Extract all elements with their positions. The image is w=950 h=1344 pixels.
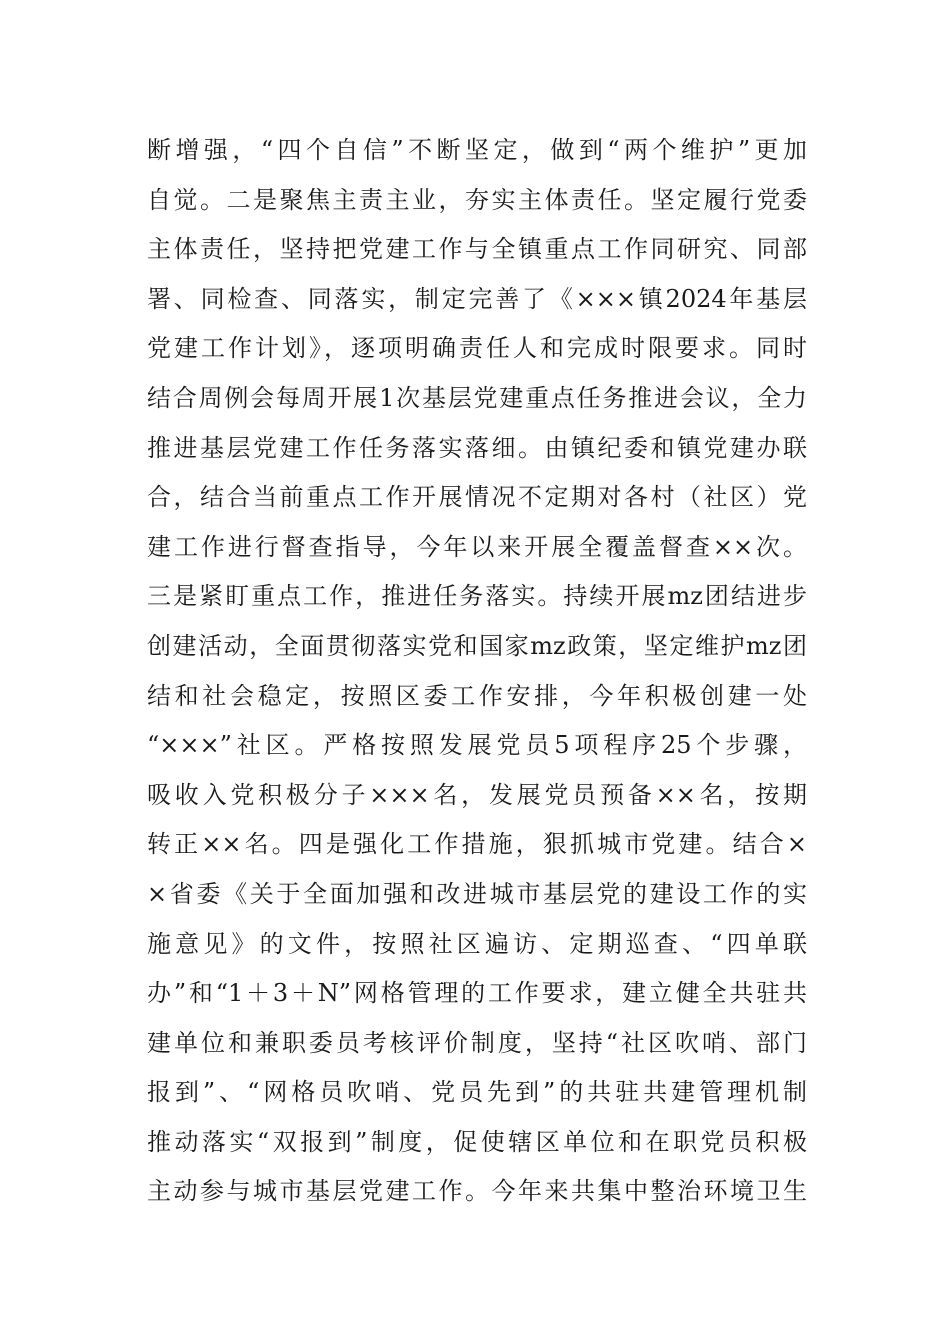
text-line: 结合周例会每周开展1次基层党建重点任务推进会议，全力 [147,383,807,412]
text-line: 创建活动，全面贯彻落实党和国家mz政策，坚定维护mz团 [147,631,807,660]
text-line: 主体责任，坚持把党建工作与全镇重点工作同研究、同部 [147,235,807,264]
text-line: 转正××名。四是强化工作措施，狠抓城市党建。结合× [147,830,807,859]
text-line: 推动落实“双报到”制度，促使辖区单位和在职党员积极 [147,1127,807,1156]
text-line: 主动参与城市基层党建工作。今年来共集中整治环境卫生 [147,1177,807,1206]
text-line: 办”和“1＋3＋N”网格管理的工作要求，建立健全共驻共 [147,979,807,1008]
text-line: 吸收入党积极分子×××名，发展党员预备××名，按期 [147,780,807,809]
text-line: 建单位和兼职委员考核评价制度，坚持“社区吹哨、部门 [147,1028,807,1057]
text-line: 署、同检查、同落实，制定完善了《×××镇2024年基层 [147,284,807,313]
text-line: 断增强，“四个自信”不断坚定，做到“两个维护”更加 [147,136,807,164]
text-line: 党建工作计划》，逐项明确责任人和完成时限要求。同时 [147,334,807,363]
text-line: 合，结合当前重点工作开展情况不定期对各村（社区）党 [147,483,807,512]
text-line: “×××”社区。严格按照发展党员5项程序25个步骤， [147,731,807,760]
text-line: 自觉。二是聚焦主责主业，夯实主体责任。坚定履行党委 [147,185,807,214]
text-line: 三是紧盯重点工作，推进任务落实。持续开展mz团结进步 [147,582,807,611]
text-line: 施意见》的文件，按照社区遍访、定期巡查、“四单联 [147,929,807,958]
text-line: 推进基层党建工作任务落实落细。由镇纪委和镇党建办联 [147,433,807,462]
body-text [147,126,807,1217]
text-line: 报到”、“网格员吹哨、党员先到”的共驻共建管理机制 [147,1078,807,1107]
text-line: ×省委《关于全面加强和改进城市基层党的建设工作的实 [147,879,807,908]
text-line: 结和社会稳定，按照区委工作安排，今年积极创建一处 [147,681,807,710]
text-line: 建工作进行督查指导，今年以来开展全覆盖督查××次。 [147,532,807,561]
